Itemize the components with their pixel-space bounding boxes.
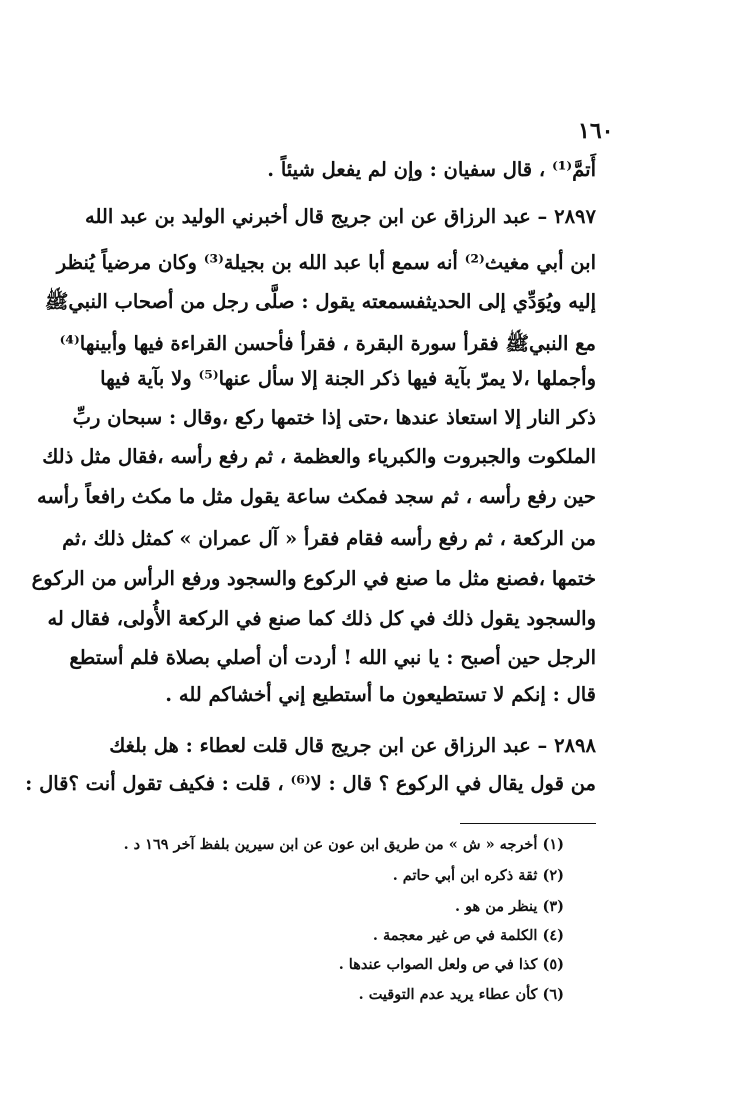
footnote-6: (٦) كأن عطاء يريد عدم التوقيت . <box>358 986 564 1003</box>
text-line: إليه ويُوَدِّي إلى الحديثفسمعته يقول : صلَّى رجل من أصحاب النبيﷺ <box>44 290 596 313</box>
hadith-2898-line: ٢٨٩٨ – عبد الرزاق عن ابن جريج قال قلت لعطاء : هل بلغك <box>109 734 596 757</box>
footnote-4: (٤) الكلمة في ص غير معجمة . <box>372 927 564 944</box>
footnote-5: (٥) كذا في ص ولعل الصواب عندها . <box>338 956 564 973</box>
text-line: ذكر النار إلا استعاذ عندها ،حتى إذا ختمها ركع ،وقال : سبحان ربِّ <box>72 406 596 429</box>
text-line: الملكوت والجبروت والكبرياء والعظمة ، ثم رفع رأسه ،فقال مثل ذلك <box>42 445 596 468</box>
text-line: ختمها ،فصنع مثل ما صنع في الركوع والسجود ورفع الرأس من الركوع <box>31 567 596 590</box>
footnote-separator <box>460 823 596 824</box>
text-line: مع النبيﷺ فقرأ سورة البقرة ، فقرأ فأحسن القراءة فيها وأبينها⁽⁴⁾ <box>59 332 596 355</box>
footnote-1: (١) أخرجه « ش » من طريق ابن عون عن ابن سيرين بلفظ آخر ١٦٩ د . <box>123 836 564 853</box>
footnote-2: (٢) ثقة ذكره ابن أبي حاتم . <box>392 867 564 884</box>
text-line: من الركعة ، ثم رفع رأسه فقام فقرأ « آل عمران » كمثل ذلك ،ثم <box>62 527 596 550</box>
text-line: حين رفع رأسه ، ثم سجد فمكث ساعة يقول مثل ما مكث رافعاً رأسه <box>36 485 596 508</box>
text-line: من قول يقال في الركوع ؟ قال : لا⁽⁶⁾ ، قلت : فكيف تقول أنت ؟قال : <box>25 772 596 795</box>
text-line: وأجملها ،لا يمرّ بآية فيها ذكر الجنة إلا سأل عنها⁽⁵⁾ ولا بآية فيها <box>100 367 596 390</box>
text-line: أَتمَّ⁽¹⁾ ، قال سفيان : وإن لم يفعل شيئاً . <box>267 158 596 181</box>
text-line: الرجل حين أصبح : يا نبي الله ! أردت أن أصلي بصلاة فلم أستطع <box>69 646 596 669</box>
hadith-2897-line: ٢٨٩٧ – عبد الرزاق عن ابن جريج قال أخبرني الوليد بن عبد الله <box>85 205 596 228</box>
text-line: ابن أبي مغيث⁽²⁾ أنه سمع أبا عبد الله بن بجيلة⁽³⁾ وكان مرضياً يُنظر <box>56 251 596 274</box>
text-line: قال : إنكم لا تستطيعون ما أستطيع إني أخشاكم لله . <box>165 683 596 706</box>
footnote-3: (٣) ينظر من هو . <box>454 898 564 915</box>
page-number: ١٦٠ <box>578 118 614 144</box>
text-line: والسجود يقول ذلك في كل ذلك كما صنع في الركعة الأُولى، فقال له <box>47 607 596 630</box>
